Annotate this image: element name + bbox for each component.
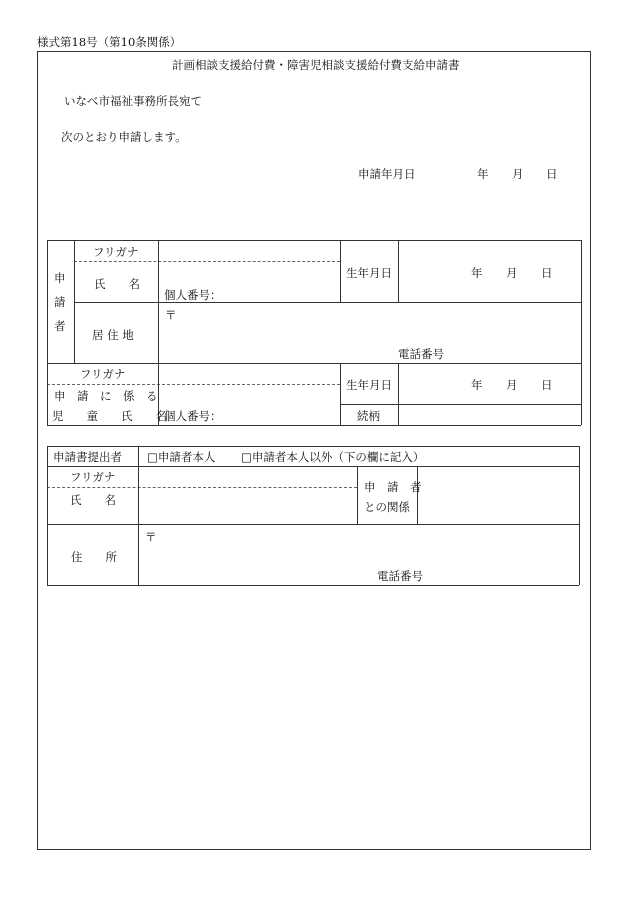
applicant-side-label-1: 申 — [54, 271, 66, 285]
applicant-birth-year-unit: 年 — [471, 266, 483, 280]
submitter-option-other-checkbox[interactable]: □申請者本人以外（下の欄に記入） — [241, 450, 425, 464]
child-birthdate-label: 生年月日 — [346, 378, 392, 392]
submitter-furigana-label: フリガナ — [70, 470, 116, 484]
applicant-phone-label: 電話番号 — [398, 347, 444, 361]
applicant-birth-month-unit: 月 — [506, 266, 518, 280]
applicant-side-label-3: 者 — [54, 319, 66, 333]
applicant-personal-number-label: 個人番号： — [164, 288, 222, 302]
applicant-postal-mark: 〒 — [165, 308, 177, 322]
child-personal-number-label: 個人番号： — [164, 409, 222, 423]
submitter-option-self-checkbox[interactable]: □申請者本人 — [147, 450, 216, 464]
submitter-label: 申請書提出者 — [53, 450, 122, 464]
form-title: 計画相談支援給付費・障害児相談支援給付費支給申請書 — [172, 58, 460, 72]
child-birth-year-unit: 年 — [471, 378, 483, 392]
submitter-relation-label-line2: との関係 — [364, 500, 410, 514]
date-day-unit: 日 — [546, 167, 558, 181]
child-furigana-label: フリガナ — [80, 367, 126, 381]
applicant-side-label-2: 請 — [54, 295, 66, 309]
child-birth-day-unit: 日 — [541, 378, 553, 392]
submitter-phone-label: 電話番号 — [377, 569, 423, 583]
date-year-unit: 年 — [477, 167, 489, 181]
child-relationship-label: 続柄 — [357, 409, 380, 423]
child-name-label-line2: 児 童 氏 名 — [52, 409, 167, 423]
submitter-relation-label-line1: 申 請 者 — [364, 480, 422, 494]
submitter-address-label: 住 所 — [71, 550, 117, 564]
form-number: 様式第18号（第10条関係） — [37, 35, 182, 49]
child-birth-month-unit: 月 — [506, 378, 518, 392]
child-name-label-line1: 申 請 に 係 る — [54, 389, 158, 403]
submitter-postal-mark: 〒 — [145, 530, 157, 544]
applicant-furigana-label: フリガナ — [93, 245, 139, 259]
intro-text: 次のとおり申請します。 — [61, 130, 187, 144]
applicant-name-label: 氏 名 — [94, 277, 140, 291]
date-month-unit: 月 — [512, 167, 524, 181]
submitter-name-label: 氏 名 — [70, 493, 116, 507]
application-date-label: 申請年月日 — [358, 167, 416, 181]
applicant-address-label: 居 住 地 — [92, 328, 134, 342]
applicant-birth-day-unit: 日 — [541, 266, 553, 280]
applicant-birthdate-label: 生年月日 — [346, 266, 392, 280]
addressee: いなべ市福祉事務所長宛て — [64, 94, 202, 108]
